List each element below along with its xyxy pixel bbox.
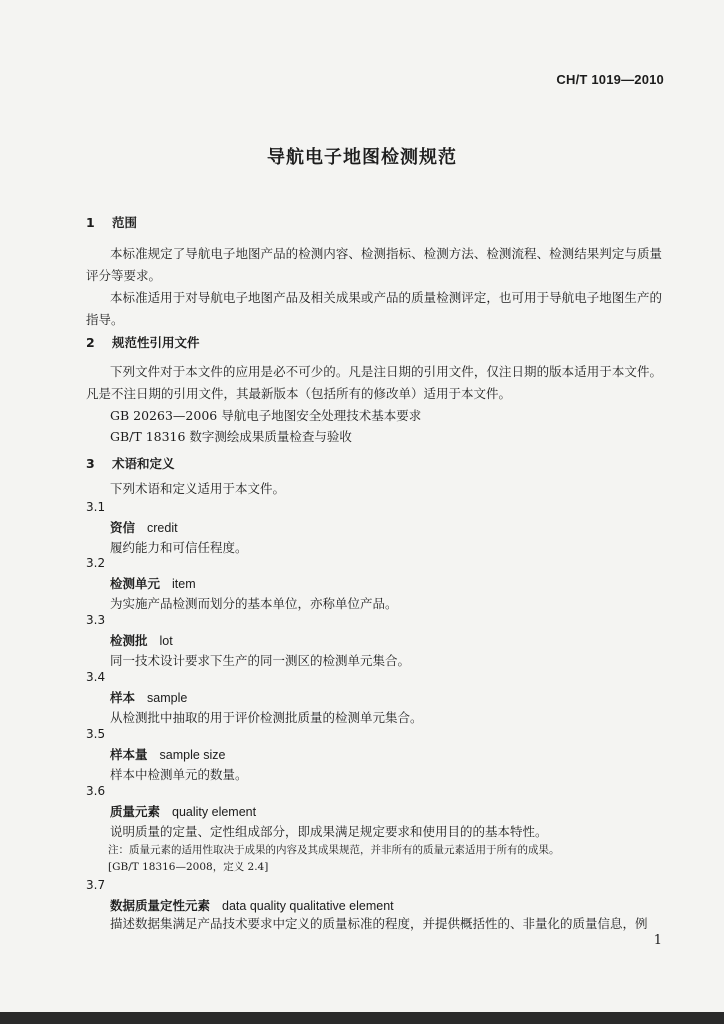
section-heading-normative-references [86, 333, 200, 351]
term-quality-element [110, 802, 256, 820]
term-zh: 质量元素 [110, 804, 161, 819]
section-title: 范围 [112, 215, 138, 230]
term-zh: 资信 [110, 520, 136, 535]
page-title: 导航电子地图检测规范 [267, 147, 457, 168]
term-en: sample [147, 691, 188, 705]
clause-number: 3.6 [86, 784, 106, 798]
term-en: item [172, 577, 196, 591]
section-number: 1 [86, 215, 95, 230]
term-zh: 样本 [110, 690, 136, 705]
term-en: sample size [159, 748, 226, 762]
term-en: credit [147, 521, 178, 535]
clause-number: 3.1 [86, 500, 106, 514]
term-en: lot [159, 634, 173, 648]
term-en: data quality qualitative element [222, 899, 394, 913]
term-zh: 检测单元 [110, 576, 161, 591]
clause-number: 3.3 [86, 613, 106, 627]
term-data-quality-qualitative-element [110, 896, 394, 914]
section-number: 3 [86, 456, 95, 471]
term-lot [110, 631, 173, 649]
term-definition: 为实施产品检测而划分的基本单位，亦称单位产品。 [110, 596, 398, 611]
term-definition: 描述数据集满足产品技术要求中定义的质量标准的程度，并提供概括性的、非量化的质量信息，例 [110, 916, 648, 931]
standard-number: CH/T 1019—2010 [556, 72, 664, 87]
term-en: quality element [172, 805, 257, 819]
term-definition: 从检测批中抽取的用于评价检测批质量的检测单元集合。 [110, 710, 423, 725]
section-number: 2 [86, 335, 95, 350]
term-item [110, 574, 196, 592]
section-title: 术语和定义 [112, 456, 175, 471]
clause-number: 3.2 [86, 556, 106, 570]
term-sample [110, 688, 187, 706]
section-heading-scope [86, 213, 137, 231]
references-paragraph: 下列文件对于本文件的应用是必不可少的。凡是注日期的引用文件，仅注日期的版本适用于本文件。凡是不注日期的引用文件，其最新版本（包括所有的修改单）适用于本文件。 [86, 364, 662, 401]
term-sample-size [110, 745, 226, 763]
scope-paragraph-2: 本标准适用于对导航电子地图产品及相关成果或产品的质量检测评定，也可用于导航电子地图生产的指导。 [86, 290, 662, 327]
term-definition: 履约能力和可信任程度。 [110, 540, 248, 555]
term-zh: 样本量 [110, 747, 148, 762]
clause-number: 3.4 [86, 670, 106, 684]
term-definition: 样本中检测单元的数量。 [110, 767, 248, 782]
page-number: 1 [653, 933, 662, 948]
term-credit [110, 518, 178, 536]
scope-paragraph-1: 本标准规定了导航电子地图产品的检测内容、检测指标、检测方法、检测流程、检测结果判定与质量评分等要求。 [86, 246, 662, 283]
term-definition: 说明质量的定量、定性组成部分，即成果满足规定要求和使用目的的基本特性。 [110, 824, 548, 839]
term-definition: 同一技术设计要求下生产的同一测区的检测单元集合。 [110, 653, 411, 668]
scan-edge [0, 1012, 724, 1024]
clause-number: 3.7 [86, 878, 106, 892]
reference-item: GB 20263—2006 导航电子地图安全处理技术基本要求 [110, 408, 422, 423]
reference-item: GB/T 18316 数字测绘成果质量检查与验收 [110, 429, 352, 444]
term-zh: 检测批 [110, 633, 148, 648]
terms-intro: 下列术语和定义适用于本文件。 [110, 481, 286, 496]
term-source: [GB/T 18316—2008，定义 2.4] [108, 861, 269, 873]
term-zh: 数据质量定性元素 [110, 898, 211, 913]
term-note: 注：质量元素的适用性取决于成果的内容及其成果规范，并非所有的质量元素适用于所有的成果。 [108, 844, 560, 856]
section-heading-terms [86, 454, 175, 472]
clause-number: 3.5 [86, 727, 106, 741]
section-title: 规范性引用文件 [112, 335, 200, 350]
